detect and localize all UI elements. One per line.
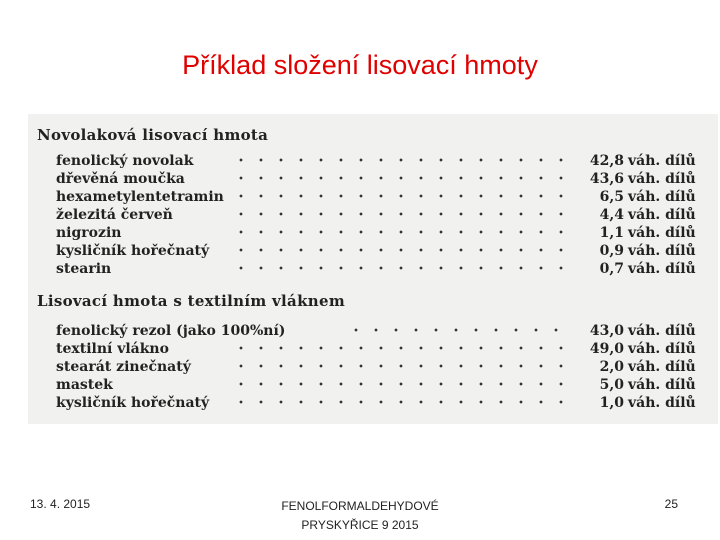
leader-dots	[231, 208, 571, 220]
footer-title-line2: PRYSKYŘICE 9 2015	[301, 518, 419, 532]
component-name: mastek	[56, 377, 113, 393]
table-row	[56, 152, 696, 170]
table-row	[56, 260, 696, 278]
component-name: železitá červeň	[56, 207, 173, 223]
component-amount: 43,0	[589, 323, 624, 339]
component-name: dřevěná moučka	[56, 171, 185, 187]
table-row	[56, 242, 696, 260]
component-unit: váh. dílů	[628, 207, 696, 223]
page-number: 25	[664, 497, 678, 511]
component-name: fenolický rezol (jako 100%ní)	[56, 323, 286, 339]
component-amount: 43,6	[589, 171, 624, 187]
table-row	[56, 188, 696, 206]
leader-dots	[231, 378, 571, 390]
component-unit: váh. dílů	[628, 189, 696, 205]
component-amount: 0,7	[599, 261, 624, 277]
component-name: stearin	[56, 261, 112, 277]
component-amount: 6,5	[599, 189, 624, 205]
leader-dots	[231, 226, 571, 238]
component-name: textilní vlákno	[56, 341, 169, 357]
component-name: fenolický novolak	[56, 153, 194, 169]
component-unit: váh. dílů	[628, 377, 696, 393]
component-unit: váh. dílů	[628, 153, 696, 169]
slide-title: Příklad složení lisovací hmoty	[182, 50, 538, 80]
table-row	[56, 376, 696, 394]
component-unit: váh. dílů	[628, 225, 696, 241]
leader-dots	[231, 244, 571, 256]
component-unit: váh. dílů	[628, 395, 696, 411]
component-amount: 49,0	[589, 341, 624, 357]
table-row	[56, 322, 696, 340]
leader-dots	[231, 172, 571, 184]
footer-presentation-title	[200, 497, 520, 535]
component-name: stearát zinečnatý	[56, 359, 191, 375]
leader-dots	[231, 360, 571, 372]
leader-dots	[231, 262, 571, 274]
component-amount: 1,1	[599, 225, 624, 241]
leader-dots	[231, 154, 571, 166]
section-heading-novolak: Novolaková lisovací hmota	[37, 126, 269, 144]
component-amount: 1,0	[599, 395, 624, 411]
composition-table-scan	[28, 114, 718, 424]
component-name: hexametylentetramin	[56, 189, 224, 205]
table-row	[56, 358, 696, 376]
table-row	[56, 206, 696, 224]
leader-dots	[346, 324, 571, 336]
component-name: kysličník hořečnatý	[56, 395, 210, 411]
component-name: kysličník hořečnatý	[56, 243, 210, 259]
table-row	[56, 224, 696, 242]
component-unit: váh. dílů	[628, 261, 696, 277]
component-unit: váh. dílů	[628, 341, 696, 357]
component-amount: 42,8	[589, 153, 624, 169]
leader-dots	[231, 190, 571, 202]
component-unit: váh. dílů	[628, 359, 696, 375]
component-amount: 5,0	[599, 377, 624, 393]
table-row	[56, 340, 696, 358]
component-amount: 4,4	[599, 207, 624, 223]
component-amount: 2,0	[599, 359, 624, 375]
leader-dots	[231, 342, 571, 354]
table-row	[56, 170, 696, 188]
component-amount: 0,9	[599, 243, 624, 259]
component-name: nigrozin	[56, 225, 122, 241]
table-row	[56, 394, 696, 412]
leader-dots	[231, 396, 571, 408]
component-unit: váh. dílů	[628, 171, 696, 187]
footer-date: 13. 4. 2015	[30, 497, 91, 511]
component-unit: váh. dílů	[628, 243, 696, 259]
section-heading-textile: Lisovací hmota s textilním vláknem	[37, 292, 345, 310]
component-unit: váh. dílů	[628, 323, 696, 339]
footer-title-line1: FENOLFORMALDEHYDOVÉ	[281, 499, 439, 513]
